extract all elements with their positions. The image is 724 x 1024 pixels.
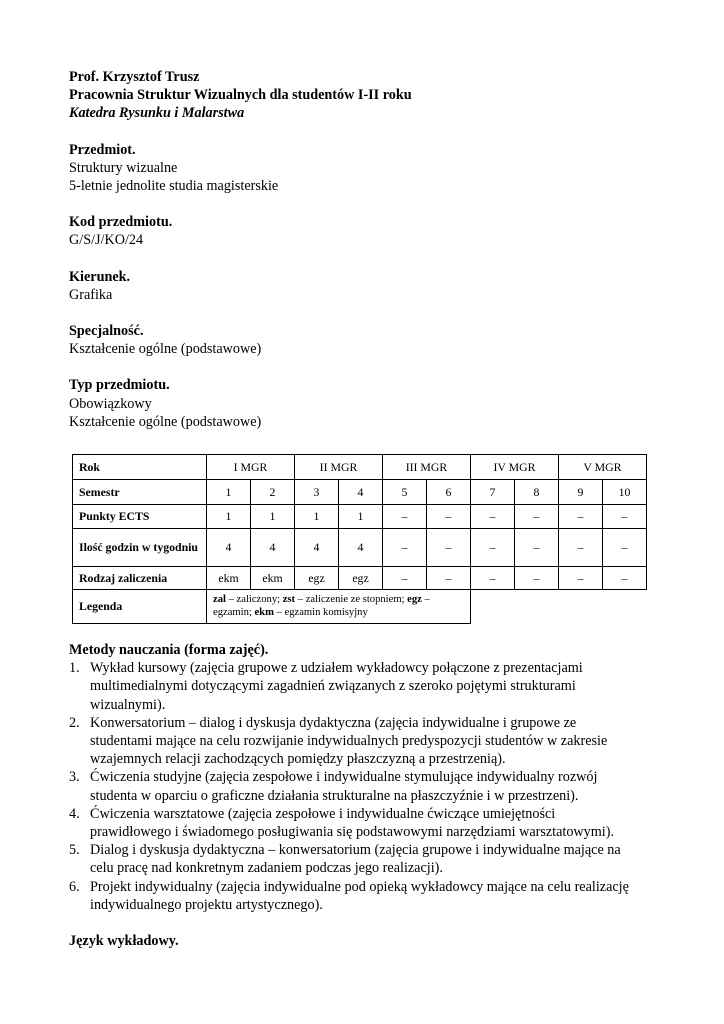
year-cell: III MGR [383, 455, 471, 480]
hours-cell: 4 [339, 529, 383, 567]
list-line: studenta w oparciu o graficzne działania strukturalne na płaszczyźnie i w przestrzeni). [90, 787, 579, 804]
language-heading: Język wykładowy. [69, 933, 179, 949]
type-value-1: Obowiązkowy [69, 395, 152, 412]
assessment-cell: – [471, 567, 515, 590]
assessment-cell: ekm [207, 567, 251, 590]
list-number: 5. [69, 842, 80, 859]
ects-label: Punkty ECTS [73, 505, 207, 529]
list-line: wzajemnych relacji zachodzących pomiędzy płaszczyzną a przestrzenią). [90, 751, 506, 768]
list-number: 2. [69, 714, 80, 731]
list-number: 1. [69, 660, 80, 677]
ects-row [73, 505, 647, 529]
ects-cell: – [515, 505, 559, 529]
code-heading: Kod przedmiotu. [69, 214, 173, 231]
assessment-cell: ekm [251, 567, 295, 590]
hours-cell: 4 [207, 529, 251, 567]
list-line: Ćwiczenia studyjne (zajęcia zespołowe i indywidualne stymulujące indywidualny rozwój [90, 769, 598, 786]
assessment-label: Rodzaj zaliczenia [73, 567, 207, 590]
list-item [69, 805, 659, 841]
list-line: indywidualnego projektu artystycznego). [90, 896, 323, 913]
semester-cell: 5 [383, 480, 427, 505]
hours-cell: – [427, 529, 471, 567]
legend-ekm-text: – egzamin komisyjny [273, 606, 368, 618]
ects-cell: 1 [339, 505, 383, 529]
subject-name: Struktury wizualne [69, 159, 178, 176]
semester-cell: 7 [471, 480, 515, 505]
year-row [73, 455, 647, 480]
assessment-cell: egz [295, 567, 339, 590]
list-line: Wykład kursowy (zajęcia grupowe z udziałem wykładowcy połączone z prezentacjami [90, 660, 583, 677]
direction-heading: Kierunek. [69, 268, 131, 285]
type-heading: Typ przedmiotu. [69, 377, 170, 394]
list-line: Projekt indywidualny (zajęcia indywidualne pod opieką wykładowcy mające na celu realizację [90, 878, 629, 895]
subject-study-type: 5-letnie jednolite studia magisterskie [69, 178, 279, 195]
hours-cell: – [515, 529, 559, 567]
ects-cell: 1 [207, 505, 251, 529]
assessment-cell: – [559, 567, 603, 590]
year-cell: II MGR [295, 455, 383, 480]
ects-cell: – [383, 505, 427, 529]
semester-cell: 3 [295, 480, 339, 505]
list-line: Konwersatorium – dialog i dyskusja dydaktyczna (zajęcia indywidualne i grupowe ze [90, 714, 577, 731]
assessment-cell: egz [339, 567, 383, 590]
specialty-section [69, 322, 659, 358]
ects-cell: 1 [295, 505, 339, 529]
assessment-cell: – [427, 567, 471, 590]
list-item [69, 878, 659, 914]
list-line: wizualnymi). [90, 696, 166, 713]
list-number: 6. [69, 878, 80, 895]
studio-name: Pracownia Struktur Wizualnych dla studentów I-II roku [69, 87, 412, 104]
legend-egz-text: – egzamin; [213, 594, 430, 618]
semester-cell: 6 [427, 480, 471, 505]
list-line: celu pracę nad konkretnym zadaniem podczas jego realizacji). [90, 860, 443, 877]
legend-blank [471, 590, 647, 624]
list-line: studentami mające na celu rozwijanie indywidualnych predyspozycji studentów w zakresie [90, 733, 608, 750]
hours-row [73, 529, 647, 567]
list-number: 4. [69, 805, 80, 822]
hours-cell: – [383, 529, 427, 567]
semester-cell: 10 [603, 480, 647, 505]
semester-cell: 8 [515, 480, 559, 505]
code-section [69, 213, 659, 249]
document-body [69, 68, 659, 431]
semester-cell: 4 [339, 480, 383, 505]
hours-cell: – [559, 529, 603, 567]
legend-row [73, 590, 647, 624]
list-line: prawidłowego i świadomego posługiwania się podstawowymi narzędziami warsztatowymi). [90, 824, 615, 841]
assessment-cell: – [383, 567, 427, 590]
semester-label: Semestr [73, 480, 207, 505]
code-value: G/S/J/KO/24 [69, 232, 144, 249]
semester-cell: 2 [251, 480, 295, 505]
legend-zst-abbr: zst [282, 594, 296, 605]
legend-text [207, 590, 471, 624]
study-plan-table [72, 454, 647, 624]
legend-zal-text: – zaliczony; [225, 594, 283, 605]
year-cell: I MGR [207, 455, 295, 480]
type-value-2: Kształcenie ogólne (podstawowe) [69, 413, 262, 430]
hours-cell: 4 [295, 529, 339, 567]
semester-row [73, 480, 647, 505]
ects-cell: – [559, 505, 603, 529]
hours-label: Ilość godzin w tygodniu [73, 529, 207, 567]
list-item [69, 841, 659, 877]
department-name: Katedra Rysunku i Malarstwa [69, 105, 245, 122]
direction-value: Grafika [69, 286, 113, 303]
semester-cell: 9 [559, 480, 603, 505]
legend-egz-abbr: egz [407, 594, 422, 605]
list-line: Ćwiczenia warsztatowe (zajęcia zespołowe i indywidualne ćwiczące umiejętności [90, 805, 556, 822]
list-line: Dialog i dyskusja dydaktyczna – konwersatorium (zajęcia grupowe i indywidualne mające na [90, 842, 621, 859]
hours-cell: – [471, 529, 515, 567]
type-section [69, 376, 659, 431]
subject-section [69, 141, 659, 196]
assessment-row [73, 567, 647, 590]
ects-cell: – [603, 505, 647, 529]
hours-cell: 4 [251, 529, 295, 567]
legend-ekm-abbr: ekm [254, 606, 274, 618]
direction-section [69, 268, 659, 304]
legend-zal-abbr: zal [213, 594, 226, 605]
specialty-value: Kształcenie ogólne (podstawowe) [69, 341, 262, 358]
subject-heading: Przedmiot. [69, 141, 136, 158]
ects-cell: 1 [251, 505, 295, 529]
author-name: Prof. Krzysztof Trusz [69, 69, 200, 85]
ects-cell: – [471, 505, 515, 529]
list-item [69, 659, 659, 714]
year-cell: V MGR [559, 455, 647, 480]
assessment-cell: – [515, 567, 559, 590]
legend-zst-text: – zaliczenie ze stopniem; [295, 594, 408, 605]
semester-cell: 1 [207, 480, 251, 505]
assessment-cell: – [603, 567, 647, 590]
hours-cell: – [603, 529, 647, 567]
specialty-heading: Specjalność. [69, 323, 144, 340]
legend-label: Legenda [73, 590, 207, 624]
list-line: multimedialnymi dotyczącymi zagadnień związanych z szeroko pojętymi strukturami [90, 678, 576, 695]
methods-list [69, 659, 659, 914]
year-label: Rok [73, 455, 207, 480]
list-item [69, 714, 659, 769]
year-cell: IV MGR [471, 455, 559, 480]
methods-section [69, 641, 659, 914]
methods-heading: Metody nauczania (forma zajęć). [69, 642, 269, 658]
list-item [69, 768, 659, 804]
list-number: 3. [69, 769, 80, 786]
ects-cell: – [427, 505, 471, 529]
